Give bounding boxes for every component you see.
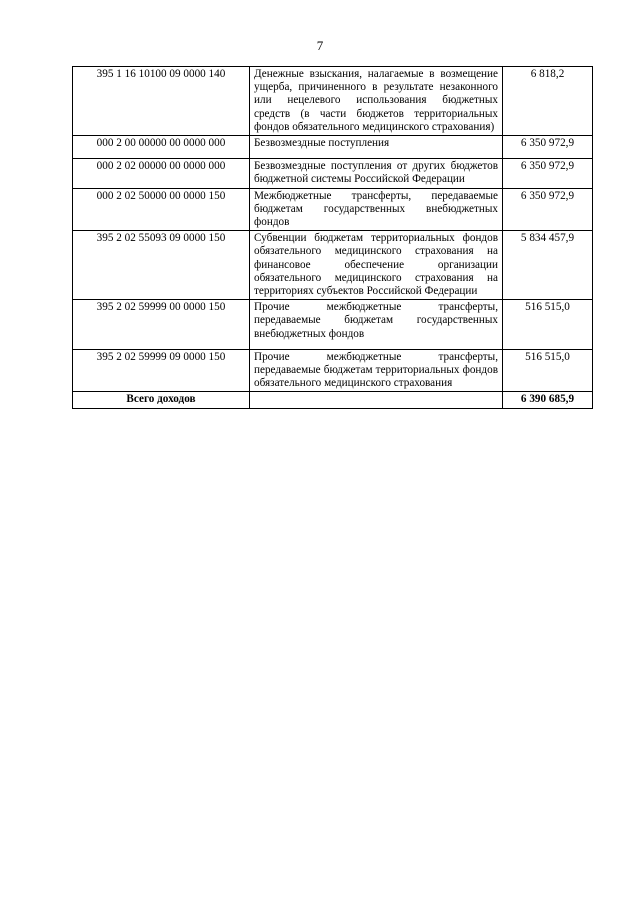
table-row	[73, 159, 593, 188]
budget-code: 000 2 02 50000 00 0000 150	[73, 188, 250, 231]
budget-code: 395 1 16 10100 09 0000 140	[73, 67, 250, 136]
revenue-name: Денежные взыскания, налагаемые в возмещение ущерба, причиненного в результате незаконного или нецелевого использования бюджетных средств (в части бюджетов территориальных фондов обязательного медицинского страхования)	[250, 67, 503, 136]
revenue-name: Прочие межбюджетные трансферты, передаваемые бюджетам государственных внебюджетных фондов	[250, 300, 503, 350]
revenue-name: Безвозмездные поступления от других бюджетов бюджетной системы Российской Федерации	[250, 159, 503, 188]
amount: 516 515,0	[503, 300, 593, 350]
revenue-name: Межбюджетные трансферты, передаваемые бюджетам государственных внебюджетных фондов	[250, 188, 503, 231]
revenue-table	[72, 66, 593, 409]
amount: 6 818,2	[503, 67, 593, 136]
budget-code: 395 2 02 59999 09 0000 150	[73, 349, 250, 392]
table-row	[73, 67, 593, 136]
revenue-name: Прочие межбюджетные трансферты, передаваемые бюджетам территориальных фондов обязательного медицинского страхования	[250, 349, 503, 392]
total-empty-cell	[250, 392, 503, 408]
total-label: Всего доходов	[73, 392, 250, 408]
table-row	[73, 188, 593, 231]
amount: 6 350 972,9	[503, 159, 593, 188]
table-row	[73, 136, 593, 159]
revenue-name: Безвозмездные поступления	[250, 136, 503, 159]
table-row	[73, 300, 593, 350]
page-number: 7	[316, 38, 324, 53]
amount: 516 515,0	[503, 349, 593, 392]
table-row	[73, 349, 593, 392]
table-row	[73, 231, 593, 300]
budget-code: 000 2 00 00000 00 0000 000	[73, 136, 250, 159]
total-amount: 6 390 685,9	[503, 392, 593, 408]
budget-code: 395 2 02 55093 09 0000 150	[73, 231, 250, 300]
amount: 6 350 972,9	[503, 136, 593, 159]
budget-code: 395 2 02 59999 00 0000 150	[73, 300, 250, 350]
amount: 6 350 972,9	[503, 188, 593, 231]
revenue-name: Субвенции бюджетам территориальных фондов обязательного медицинского страхования на финансовое обеспечение организации обязательного медицинского страхования на территориях субъектов Российской Федерации	[250, 231, 503, 300]
budget-code: 000 2 02 00000 00 0000 000	[73, 159, 250, 188]
amount: 5 834 457,9	[503, 231, 593, 300]
total-row	[73, 392, 593, 408]
